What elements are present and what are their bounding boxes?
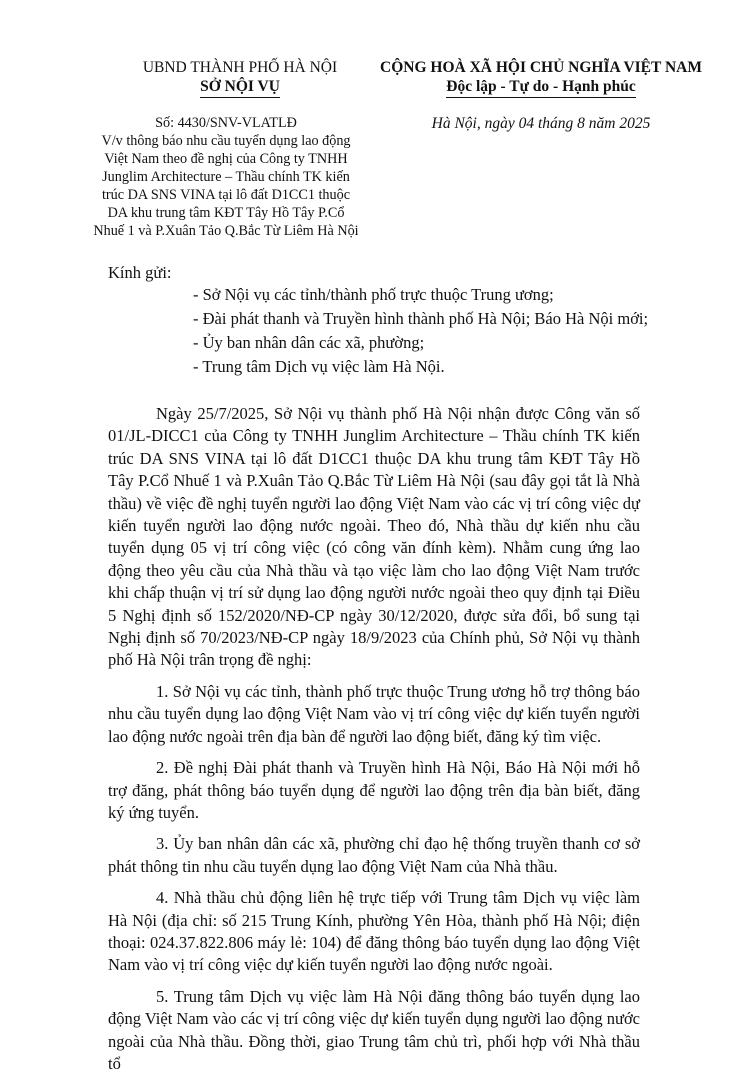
recipient-item: - Trung tâm Dịch vụ việc làm Hà Nội.	[193, 357, 445, 376]
body-paragraph: 5. Trung tâm Dịch vụ việc làm Hà Nội đăng thông báo tuyển dụng lao động Việt Nam vào các vị trí công việc dự kiến tuyển dụng người lao động nước ngoài của Nhà thầu. Đồng thời, giao Trung tâm chủ trì, phối hợp với Nhà thầu tổ	[108, 986, 640, 1073]
document-number: Số: 4430/SNV-VLATLĐ	[155, 115, 297, 131]
document-body	[108, 403, 640, 1084]
body-paragraph: 4. Nhà thầu chủ động liên hệ trực tiếp với Trung tâm Dịch vụ việc làm Hà Nội (địa chỉ: số 215 Trung Kính, phường Yên Hòa, thành phố Hà Nội; điện thoại: 024.37.822.806 máy lẻ: 104) để đăng thông báo tuyển dụng lao động Việt Nam vào vị trí công việc dự kiến tuyển người lao động nước ngoài.	[108, 888, 640, 975]
recipient-item: - Ủy ban nhân dân các xã, phường;	[193, 333, 425, 352]
subject-line: Việt Nam theo đề nghị của Công ty TNHH	[104, 151, 348, 167]
subject-line: Junglim Architecture – Thầu chính TK kiến	[102, 169, 350, 185]
recipient-item: - Sở Nội vụ các tỉnh/thành phố trực thuộc Trung ương;	[193, 285, 554, 304]
country-name: CỘNG HOÀ XÃ HỘI CHỦ NGHĨA VIỆT NAM	[380, 59, 702, 76]
agency-parent: UBND THÀNH PHỐ HÀ NỘI	[142, 59, 338, 76]
national-header	[355, 58, 727, 98]
body-paragraph: Ngày 25/7/2025, Sở Nội vụ thành phố Hà Nội nhận được Công văn số 01/JL-DICC1 của Công ty TNHH Junglim Architecture – Thầu chính TK kiến trúc DA SNS VINA tại lô đất D1CC1 thuộc DA khu trung tâm KĐT Tây Hồ Tây P.Cổ Nhuế 1 và P.Xuân Tảo Q.Bắc Từ Liêm Hà Nội (sau đây gọi tắt là Nhà thầu) về việc đề nghị tuyển người lao động Việt Nam vào các vị trí công việc dự kiến tuyển người lao động nước ngoài. Theo đó, Nhà thầu dự kiến nhu cầu tuyển dụng 05 vị trí công việc (có công văn đính kèm). Nhằm cung ứng lao động theo yêu cầu của Nhà thầu và tạo việc làm cho lao động Việt Nam trước khi chấp thuận vị trí sử dụng lao động người nước ngoài theo quy định tại Điều 5 Nghị định số 152/2020/NĐ-CP ngày 30/12/2020, được sửa đổi, bổ sung tại Nghị định số 70/2023/NĐ-CP ngày 18/9/2023 của Chính phủ, Sở Nội vụ thành phố Hà Nội trân trọng đề nghị:	[108, 404, 640, 670]
body-paragraph: 1. Sở Nội vụ các tỉnh, thành phố trực thuộc Trung ương hỗ trợ thông báo nhu cầu tuyển dụng lao động Việt Nam vào vị trí công việc dự kiến tuyển người lao động nước ngoài trên địa bàn để người lao động biết, đăng ký tìm việc.	[108, 681, 640, 746]
subject-line: Nhuế 1 và P.Xuân Tảo Q.Bắc Từ Liêm Hà Nội	[93, 223, 359, 239]
subject-line: trúc DA SNS VINA tại lô đất D1CC1 thuộc	[101, 187, 351, 203]
recipient-item: - Đài phát thanh và Truyền hình thành phố Hà Nội; Báo Hà Nội mới;	[193, 309, 649, 328]
document-reference	[76, 114, 376, 240]
document-date: Hà Nội, ngày 04 tháng 8 năm 2025	[431, 115, 651, 132]
subject-line: DA khu trung tâm KĐT Tây Hồ Tây P.Cổ	[107, 205, 345, 221]
agency-header	[90, 58, 390, 98]
recipients-list	[193, 283, 648, 379]
subject-line: V/v thông báo nhu cầu tuyển dụng lao động	[101, 133, 351, 149]
agency-name: SỞ NỘI VỤ	[200, 77, 280, 98]
recipients-label: Kính gửi:	[108, 263, 172, 282]
body-paragraph: 2. Đề nghị Đài phát thanh và Truyền hình Hà Nội, Báo Hà Nội mới hỗ trợ đăng, phát thông báo tuyển dụng để người lao động trên địa bàn biết, đăng ký ứng tuyển.	[108, 758, 640, 822]
body-paragraph: 3. Ủy ban nhân dân các xã, phường chỉ đạo hệ thống truyền thanh cơ sở phát thông tin nhu cầu tuyển dụng lao động Việt Nam của Nhà thầu.	[108, 834, 640, 876]
national-motto: Độc lập - Tự do - Hạnh phúc	[446, 77, 635, 98]
